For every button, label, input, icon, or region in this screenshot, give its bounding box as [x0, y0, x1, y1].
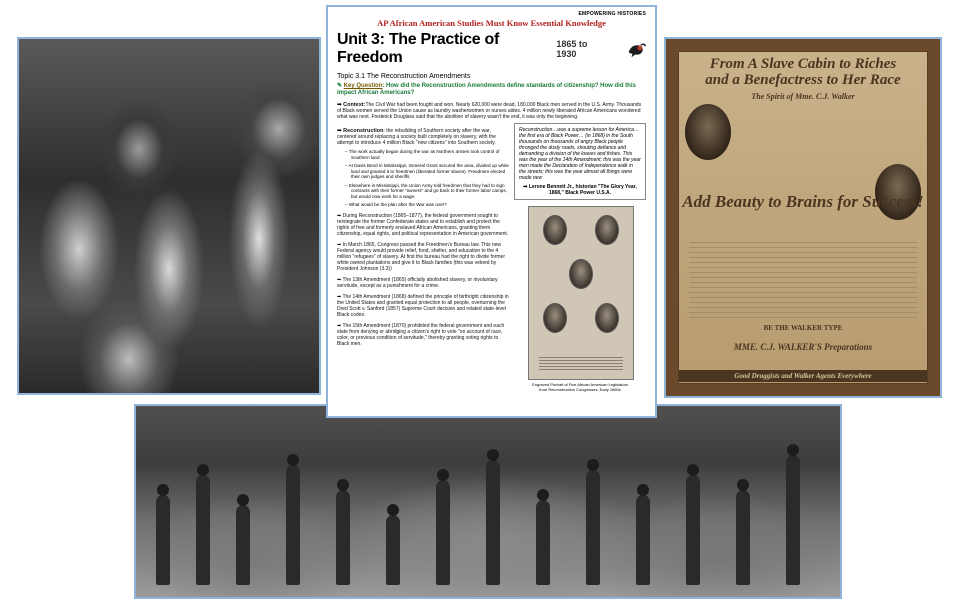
- poster-headline-2: and a Benefactress to Her Race: [705, 72, 901, 88]
- topic-heading: Topic 3.1 The Reconstruction Amendments: [337, 73, 471, 80]
- bullet-text: What would be the plan after the War was over?: [348, 202, 447, 207]
- poster-headline-1: From A Slave Cabin to Riches: [709, 56, 897, 72]
- bullet-item: – The work actually began during the war as Northern armies took control of Southern land: [345, 149, 500, 160]
- bullet-item: – At Davis Bend in Mississippi, General Grant secured the area, divided up white land and granted it to freedmen (liberated former slaves). Freedmen elected their own judges and sheriffs: [345, 163, 509, 179]
- unit-title: Unit 3: The Practice of Freedom: [337, 31, 500, 66]
- amendment-13-paragraph: ➡ The 13th Amendment (1865) officially abolished slavery, or involuntary servitude, except as a punishment for a crime.: [337, 276, 498, 289]
- child-figure: [386, 515, 400, 585]
- portrait-left: [685, 104, 731, 160]
- sankofa-bird-icon: [626, 38, 646, 60]
- poster-footer: Good Druggists and Walker Agents Everywhere: [679, 370, 927, 382]
- amendment-14-paragraph: ➡ The 14th Amendment (1868) defined the principle of birthright citizenship in the United States and granted equal protection to all people, overturning the Dred Scott v. Sanford (1857) Supreme Court decision and related state-level Black codes.: [337, 293, 509, 318]
- context-paragraph: [337, 102, 646, 120]
- child-figure: [336, 490, 350, 585]
- child-figure: [436, 480, 450, 585]
- reconstruction-text: : the rebuilding of Southern society after the war, centered around replacing a society built completely on slavery, with the attempt to introduce 4 million Black "new citizens" into Southern society.: [337, 128, 496, 146]
- child-figure: [786, 455, 800, 585]
- two-column-section: [337, 123, 646, 392]
- poster-preparations: MME. C.J. WALKER'S Preparations: [733, 342, 873, 352]
- quote-attribution: ➡ Lerone Bennett Jr., historian "The Glory Year, 1868," Black Power U.S.A.: [523, 184, 637, 196]
- key-question: ✎ Key Question: How did the Reconstruction Amendments define standards of citizenship? How did this impact African Americans?: [337, 83, 636, 96]
- poster-slogan: Add Beauty to Brains for Success!: [682, 192, 924, 211]
- bullet-text: At Davis Bend in Mississippi, General Grant secured the area, divided up white land and granted it to freedmen (liberated former slaves). Freedmen elected their own judges and sheriffs: [348, 163, 509, 179]
- child-figure: [236, 505, 250, 585]
- key-question-label: Key Question: [343, 83, 383, 89]
- quote-box: [514, 123, 646, 200]
- left-column: [337, 123, 509, 392]
- child-figure: [686, 475, 700, 585]
- quote-text: Reconstruction…was a supreme lesson for America…the first era of Black Power… (in 1868) in the South thousands on thousands of angry Black people thronged the dusty roads, shouting defiance and demanding a division of the loaves and fishes. This was the year of the 14th Amendment; this was the year men made the Declaration of Independence walk in the streets; this was the year almost all things were made new: [519, 127, 641, 181]
- poster-walker-type: BE THE WALKER TYPE: [763, 324, 843, 332]
- dance-photo: [17, 37, 321, 395]
- legislator-portrait: [543, 303, 567, 333]
- context-label: ➡ Context:: [337, 102, 366, 108]
- unit-years: 1865 to 1930: [556, 39, 588, 59]
- unit-header: [337, 31, 646, 67]
- portrait-caption: Engraved Portrait of Five African American Legislators from Reconstruction Congresses, Early 1880s: [532, 382, 628, 392]
- freedmens-bureau-paragraph: ➡ In March 1865, Congress passed the Freedmen's Bureau law. This new Federal agency would provide relief, food, shelter, and education to the 4 million "refugees" of slavery. At first the bureau had the right to divide former white owned plantations and give it to Black families (this was vetoed by President Johnson (3.3)): [337, 241, 505, 272]
- during-paragraph: ➡ During Reconstruction (1865–1877), the federal government sought to reintegrate the former Confederate states and to establish and protect the rights of free and formerly enslaved African Americans, granting them citizenship, equal rights, and political representation in American government.: [337, 212, 509, 237]
- bullet-item: – Elsewhere in Mississippi, the Union Army told freedmen that they had to sign contracts with their former "owners" and go back to their former labor camps, but would now work for a wage.: [345, 182, 507, 199]
- walker-ad-poster: [664, 37, 942, 398]
- right-column: [514, 123, 646, 392]
- unit-document: [326, 5, 657, 418]
- poster-subhead: The Spirit of Mme. C.J. Walker: [751, 92, 855, 101]
- context-text: The Civil War had been fought and won. Nearly 620,000 were dead, 180,000 Black men served in the U.S. Army. Thousands of Black women served the Union cause as laundry washerwomen or nurses aides. 4 million newly liberated African Americans wondered what was next. Frederick Douglass said that the abolition of slavery wasn't the end, it was only the beginning.: [337, 102, 642, 120]
- portrait-caption-lines: [539, 357, 623, 371]
- key-question-text: : How did the Reconstruction Amendments define standards of citizenship? How did this impact African Americans?: [337, 83, 636, 96]
- child-figure: [196, 475, 210, 585]
- child-figure: [736, 490, 750, 585]
- children-group-photo: [134, 404, 842, 599]
- legislator-portrait: [569, 259, 593, 289]
- child-figure: [486, 460, 500, 585]
- legislator-portrait: [595, 215, 619, 245]
- child-figure: [286, 465, 300, 585]
- legislator-portrait: [595, 303, 619, 333]
- legislators-portrait: [528, 206, 634, 380]
- bullet-item: – What would be the plan after the War was over?: [345, 202, 447, 207]
- legislator-portrait: [543, 215, 567, 245]
- reconstruction-paragraph: [337, 128, 509, 146]
- child-figure: [156, 495, 170, 585]
- child-figure: [586, 470, 600, 585]
- child-figure: [636, 495, 650, 585]
- child-figure: [536, 500, 550, 585]
- reconstruction-label: ➡ Reconstruction: [337, 128, 384, 134]
- course-title: AP African American Studies Must Know Essential Knowledge: [377, 18, 606, 28]
- amendment-15-paragraph: ➡ The 15th Amendment (1870) prohibited the federal government and each state from denying or abridging a citizen's right to vote "on account of race, color, or previous condition of servitude," thereby granting voting rights to Black men.: [337, 322, 505, 347]
- poster-text-block: [689, 242, 917, 320]
- bullet-text: The work actually began during the war as Northern armies took control of Southern land: [348, 149, 500, 160]
- bullet-text: Elsewhere in Mississippi, the Union Army told freedmen that they had to sign contracts with their former "owners" and go back to their former labor camps, but would now work for a wage.: [348, 182, 507, 199]
- brand-label: EMPOWERING HISTORIES: [578, 11, 646, 17]
